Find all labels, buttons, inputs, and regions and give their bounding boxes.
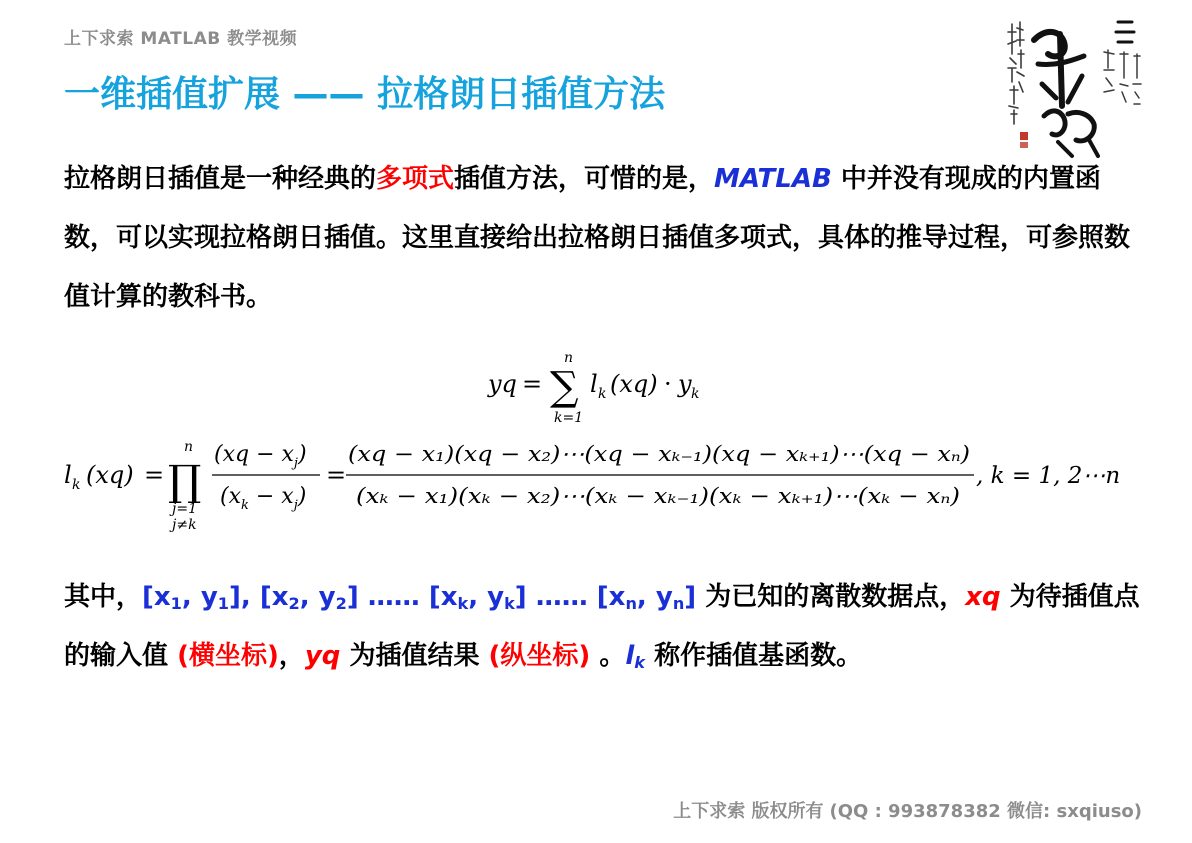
intro-text-3: 中并没有现成的内置函数，可以实现拉格朗日插值。这里直接给出拉格朗日插值多项式，具体的推导过程，可参照数值计算的教科书。	[64, 164, 1131, 312]
prod-lower-2: j≠k	[172, 517, 197, 533]
equation-yq-sum	[486, 350, 726, 430]
equation-lagrange-basis	[64, 437, 1144, 537]
eq2-equals-2: =	[326, 461, 347, 489]
xq-note: (横坐标)	[177, 641, 279, 671]
explanation-text-2: 为待插值点的输入值	[64, 582, 1140, 671]
frac2-numerator: (xq − x₁)(xq − x₂)⋯(xq − xₖ₋₁)(xq − xₖ₊₁)⋯(xq − xₙ)	[348, 442, 970, 466]
polynomial-highlight: 多项式	[376, 164, 455, 194]
lk-highlight: $l_k$	[625, 641, 646, 673]
eq1-y: y	[678, 370, 692, 398]
prod-upper: n	[184, 439, 194, 455]
prod-lower-1: j=1	[172, 501, 197, 517]
explanation-text-3: ，	[278, 641, 305, 671]
sum-sign: ∑	[550, 364, 579, 410]
frac1-numerator: $(xq - x_j)$	[214, 442, 307, 471]
eq1-arg: (xq)	[610, 370, 658, 398]
explanation-lead: 其中，	[64, 582, 143, 612]
eq2-lhs-arg: (xq)	[86, 461, 134, 489]
copyright-text: 上下求索 版权所有	[673, 801, 824, 822]
eq2-l: l	[64, 461, 72, 489]
eq1-l: l	[590, 370, 598, 398]
index-range: , k = 1, 2⋯n	[976, 463, 1121, 489]
intro-paragraph	[64, 150, 1144, 327]
data-points: [$x_1$, $y_1$], [$x_2$, $y_2$] …… [$x_k$, $y_k$] …… [$x_n$, $y_n$]	[142, 582, 697, 614]
yq-note: (纵坐标)	[488, 641, 591, 671]
eq1-dot: ·	[664, 370, 672, 398]
contact-text: (QQ : 993878382 微信: sxqiuso)	[829, 801, 1142, 822]
calligraphy-seal-logo	[998, 6, 1148, 164]
page-title: 一维插值扩展 —— 拉格朗日插值方法	[64, 74, 666, 115]
frac1-denominator: $(x_k - x_j)$	[220, 484, 307, 513]
eq1-y-sub: k	[691, 386, 700, 402]
eq1-lhs: yq	[488, 370, 517, 398]
prod-sign: ∏	[168, 456, 202, 505]
intro-text-2: 插值方法，可惜的是，	[454, 164, 715, 194]
explanation-text-5: 。	[590, 641, 626, 671]
sum-upper: n	[564, 350, 574, 366]
explanation-text-4: 为插值结果	[340, 641, 489, 671]
xq-highlight: xq	[965, 582, 1001, 612]
explanation-text-1: 为已知的离散数据点，	[696, 582, 966, 612]
series-label: 上下求索 MATLAB 教学视频	[64, 29, 298, 49]
eq2-equals: =	[144, 461, 165, 489]
yq-highlight: yq	[304, 641, 341, 671]
explanation-text-6: 称作插值基函数。	[645, 641, 863, 671]
eq1-l-sub: k	[598, 386, 607, 402]
matlab-highlight: MATLAB	[714, 164, 832, 194]
eq1-equals: =	[522, 370, 543, 398]
footer-copyright	[667, 797, 1142, 823]
eq2-l-sub: k	[72, 477, 81, 493]
sum-lower: k=1	[554, 410, 584, 426]
explanation-paragraph	[64, 568, 1144, 686]
intro-text-1: 拉格朗日插值是一种经典的	[64, 164, 377, 194]
frac2-denominator: (xₖ − x₁)(xₖ − x₂)⋯(xₖ − xₖ₋₁)(xₖ − xₖ₊₁)⋯(xₖ − xₙ)	[356, 484, 960, 508]
